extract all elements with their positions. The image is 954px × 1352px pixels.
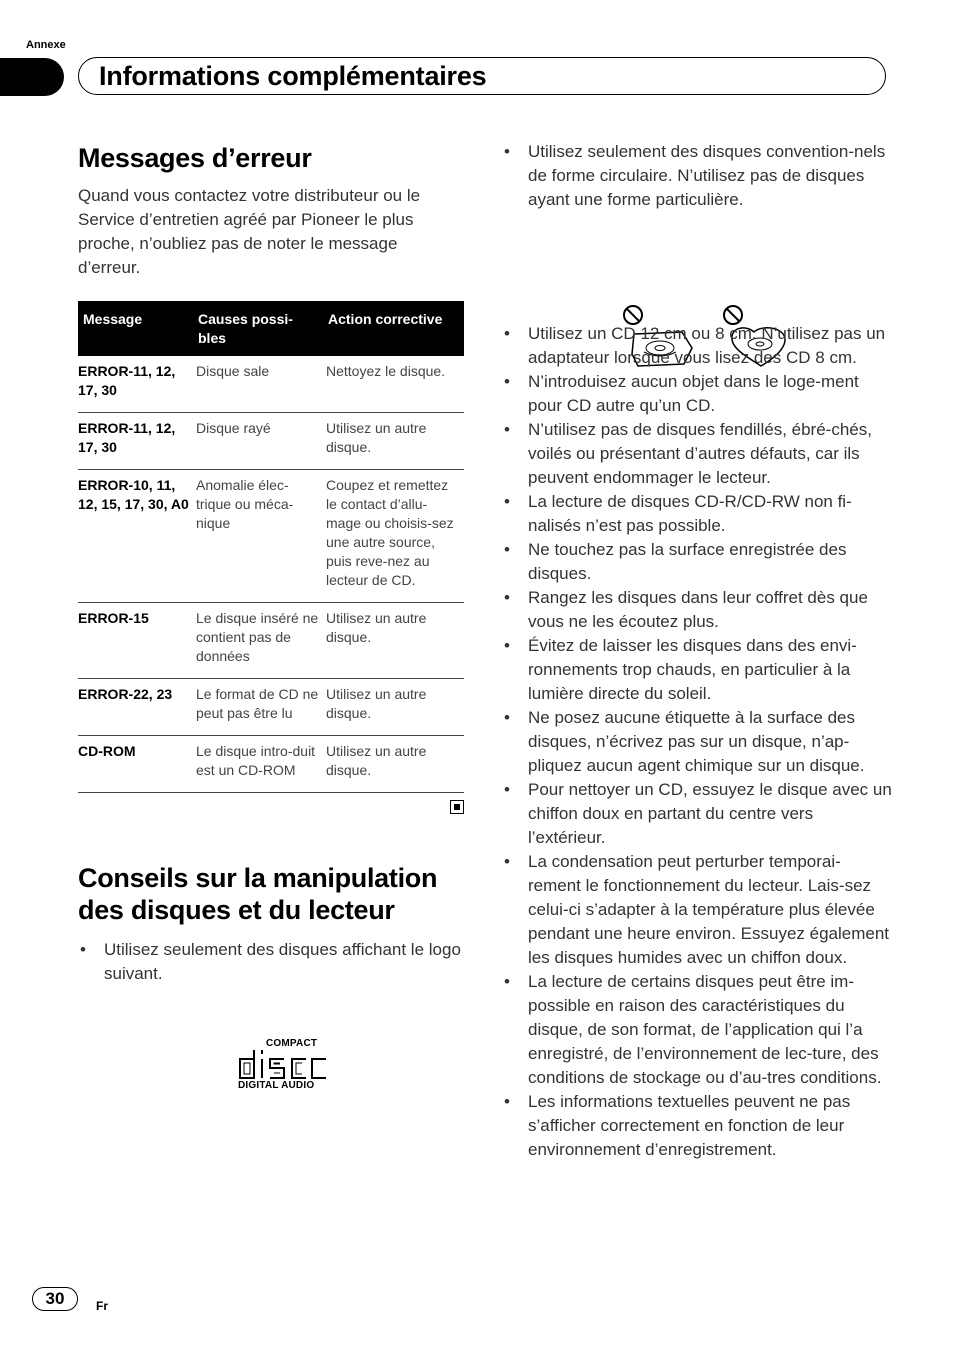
left-column (78, 140, 464, 1094)
error-table (78, 301, 464, 793)
compact-disc-logo (238, 1038, 330, 1094)
error-code: ERROR-10, 11, 12, 15, 17, 30, A0 (78, 470, 193, 603)
table-row (78, 470, 464, 603)
error-cause: Le disque inséré ne contient pas de données (193, 603, 323, 679)
list-item: • La condensation peut perturber temporai-rement le fonctionnement du lecteur. Lais-sez celui-ci s’adapter à la température plus élevée pendant une heure environ. Essuyez également les disques humides avec un chiffon doux. (502, 850, 892, 970)
section-label: Annexe (26, 39, 66, 51)
list-item: • Utilisez seulement des disques affichant le logo suivant. (78, 938, 464, 986)
chapter-title: Informations complémentaires (99, 61, 487, 91)
section-tab (0, 58, 64, 96)
list-item: • La lecture de disques CD-R/CD-RW non fi-nalisés n’est pas possible. (502, 490, 892, 538)
page-number: 30 (32, 1287, 78, 1311)
column-header-action: Action corrective (323, 301, 464, 356)
handling-tips-list-right-top (502, 140, 892, 212)
list-item: • Utilisez seulement des disques convention-nels de forme circulaire. N’utilisez pas de disques ayant une forme particulière. (502, 140, 892, 212)
list-item: • Utilisez un CD 12 cm ou 8 cm. N’utilisez pas un adaptateur lorsque vous lisez des CD 8 cm. (502, 322, 892, 370)
right-column (502, 140, 892, 1162)
table-row (78, 356, 464, 413)
error-cause: Disque sale (193, 356, 323, 413)
language-code: Fr (96, 1299, 108, 1313)
error-cause: Le format de CD ne peut pas être lu (193, 679, 323, 736)
error-action: Nettoyez le disque. (323, 356, 464, 413)
error-cause: Disque rayé (193, 413, 323, 470)
list-item: • N’introduisez aucun objet dans le loge-ment pour CD autre qu’un CD. (502, 370, 892, 418)
error-code: ERROR-11, 12, 17, 30 (78, 356, 193, 413)
end-of-section-icon (450, 800, 464, 814)
column-header-message: Message (78, 301, 193, 356)
error-action: Utilisez un autre disque. (323, 679, 464, 736)
error-action: Utilisez un autre disque. (323, 413, 464, 470)
error-action: Utilisez un autre disque. (323, 603, 464, 679)
error-table-header (78, 301, 464, 356)
error-code: ERROR-11, 12, 17, 30 (78, 413, 193, 470)
chapter-header (78, 57, 886, 95)
error-action: Coupez et remettez le contact d’allu-mage ou choisis-sez une autre source, puis reve-nez au lecteur de CD. (323, 470, 464, 603)
table-row (78, 736, 464, 793)
list-item: • Les informations textuelles peuvent ne pas s’afficher correctement en fonction de leur environnement d’enregistrement. (502, 1090, 892, 1162)
list-item: • Pour nettoyer un CD, essuyez le disque avec un chiffon doux en partant du centre vers l’extérieur. (502, 778, 892, 850)
error-code: CD-ROM (78, 736, 193, 793)
list-item: • N’utilisez pas de disques fendillés, ébré-chés, voilés ou présentant d’autres défauts, car ils peuvent endommager le lecteur. (502, 418, 892, 490)
list-item: • Ne touchez pas la surface enregistrée des disques. (502, 538, 892, 586)
logo-text-top: COMPACT (266, 1038, 318, 1049)
list-item: • Ne posez aucune étiquette à la surface des disques, n’écrivez pas sur un disque, n’ap-pliquez aucun agent chimique sur un disque. (502, 706, 892, 778)
column-header-cause: Causes possi- bles (193, 301, 323, 356)
error-messages-title: Messages d’erreur (78, 143, 312, 173)
table-row (78, 413, 464, 470)
disc-shape-illustrations (502, 216, 892, 316)
error-cause: Le disque intro-duit est un CD-ROM (193, 736, 323, 793)
error-cause: Anomalie élec-trique ou méca-nique (193, 470, 323, 603)
disc-logo-icon (238, 1048, 328, 1080)
error-code: ERROR-15 (78, 603, 193, 679)
list-item: • Rangez les disques dans leur coffret dès que vous ne les écoutez plus. (502, 586, 892, 634)
table-row (78, 603, 464, 679)
table-row (78, 679, 464, 736)
logo-text-bottom: DIGITAL AUDIO (238, 1080, 315, 1091)
list-item: • Évitez de laisser les disques dans des envi-ronnements trop chauds, en particulier à la lumière directe du soleil. (502, 634, 892, 706)
error-action: Utilisez un autre disque. (323, 736, 464, 793)
handling-tips-list-left (78, 938, 464, 986)
handling-tips-title: Conseils sur la manipulation des disques et du lecteur (78, 863, 438, 925)
handling-tips-list-right (502, 322, 892, 1162)
error-code: ERROR-22, 23 (78, 679, 193, 736)
list-item: • La lecture de certains disques peut être im-possible en raison des caractéristiques du disque, de son format, de l’application qui l’a enregistré, de l’environnement de lec-ture, des conditions de stockage ou d’au-tres conditions. (502, 970, 892, 1090)
error-messages-intro: Quand vous contactez votre distributeur ou le Service d’entretien agréé par Pioneer le plus proche, n’oubliez pas de noter le message d’erreur. (78, 186, 421, 277)
